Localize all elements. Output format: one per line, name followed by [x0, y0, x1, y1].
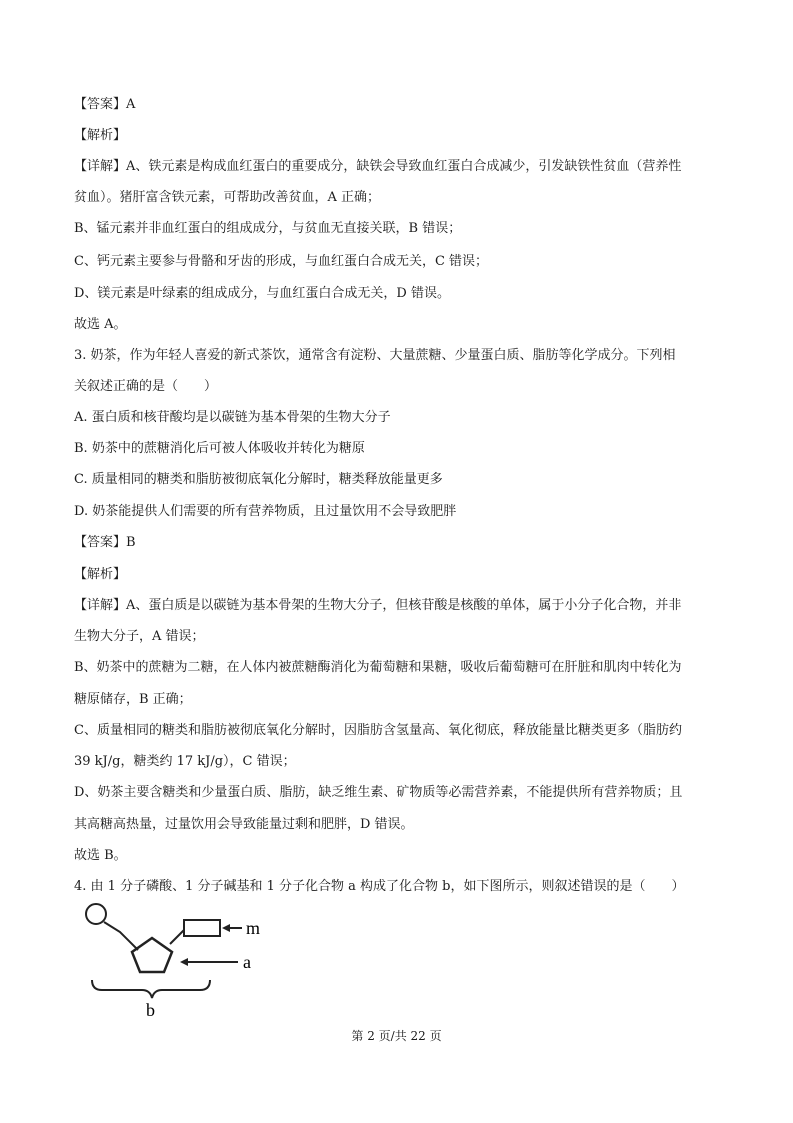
- nucleotide-diagram: [80, 902, 280, 1022]
- q3-detail-c-line-1: C、质量相同的糖类和脂肪被彻底氧化分解时，因脂肪含氢量高、氧化彻底，释放能量比糖类更多（脂肪约: [74, 723, 682, 738]
- q3-stem-line-1: 3. 奶茶，作为年轻人喜爱的新式茶饮，通常含有淀粉、大量蔗糖、少量蛋白质、脂肪等化学成分。下列相: [74, 348, 676, 363]
- q3-option-d: D. 奶茶能提供人们需要的所有营养物质，且过量饮用不会导致肥胖: [74, 504, 457, 519]
- q3-detail-b-line-1: B、奶茶中的蔗糖为二糖，在人体内被蔗糖酶消化为葡萄糖和果糖，吸收后葡萄糖可在肝脏和肌肉中转化为: [74, 660, 682, 675]
- phosphate-bond-line: [104, 922, 138, 950]
- q3-detail-b-line-2: 糖原储存，B 正确；: [74, 692, 192, 707]
- label-m: m: [246, 918, 261, 938]
- label-b: b: [146, 1000, 155, 1020]
- arrow-m-head: [222, 924, 230, 932]
- q3-analysis: 【解析】: [74, 567, 127, 582]
- q2-option-c-explain: C、钙元素主要参与骨骼和牙齿的形成，与血红蛋白合成无关，C 错误；: [74, 254, 489, 269]
- q2-conclusion: 故选 A。: [74, 317, 127, 332]
- pentose-pentagon: [132, 938, 172, 972]
- q2-answer: 【答案】A: [74, 97, 136, 112]
- q2-analysis: 【解析】: [74, 128, 127, 143]
- q4-stem: 4. 由 1 分子磷酸、1 分子碱基和 1 分子化合物 a 构成了化合物 b，如下图所示，则叙述错误的是（ ）: [74, 879, 685, 894]
- q3-option-c: C. 质量相同的糖类和脂肪被彻底氧化分解时，糖类释放能量更多: [74, 472, 443, 487]
- q2-option-d-explain: D、镁元素是叶绿素的组成成分，与血红蛋白合成无关，D 错误。: [74, 286, 450, 301]
- q3-answer: 【答案】B: [74, 535, 136, 550]
- q3-detail-a-line-2: 生物大分子，A 错误；: [74, 629, 205, 644]
- q3-stem-line-2: 关叙述正确的是（ ）: [74, 379, 218, 394]
- q2-option-b-explain: B、锰元素并非血红蛋白的组成成分，与贫血无直接关联，B 错误；: [74, 221, 462, 236]
- q3-conclusion: 故选 B。: [74, 848, 127, 863]
- q3-detail-d-line-2: 其高糖高热量，过量饮用会导致能量过剩和肥胖，D 错误。: [74, 817, 414, 832]
- q3-detail-d-line-1: D、奶茶主要含糖类和少量蛋白质、脂肪，缺乏维生素、矿物质等必需营养素，不能提供所有营养物质；且: [74, 785, 683, 800]
- base-rectangle: [184, 920, 220, 936]
- phosphate-circle: [86, 904, 106, 924]
- arrow-a-head: [180, 958, 188, 966]
- label-a: a: [243, 952, 251, 972]
- page-footer: 第 2 页/共 22 页: [351, 1029, 442, 1043]
- q3-option-b: B. 奶茶中的蔗糖消化后可被人体吸收并转化为糖原: [74, 441, 365, 456]
- base-bond-line: [170, 930, 184, 944]
- q3-detail-c-line-2: 39 kJ/g，糖类约 17 kJ/g），C 错误；: [74, 754, 296, 769]
- brace-b: [92, 980, 210, 998]
- q2-detail-line-2: 贫血）。猪肝富含铁元素，可帮助改善贫血，A 正确；: [74, 190, 381, 205]
- q3-option-a: A. 蛋白质和核苷酸均是以碳链为基本骨架的生物大分子: [74, 410, 391, 425]
- q3-detail-a-line-1: 【详解】A、蛋白质是以碳链为基本骨架的生物大分子，但核苷酸是核酸的单体，属于小分子化合物，并非: [74, 598, 682, 613]
- q2-detail-line-1: 【详解】A、铁元素是构成血红蛋白的重要成分，缺铁会导致血红蛋白合成减少，引发缺铁性贫血（营养性: [74, 159, 682, 174]
